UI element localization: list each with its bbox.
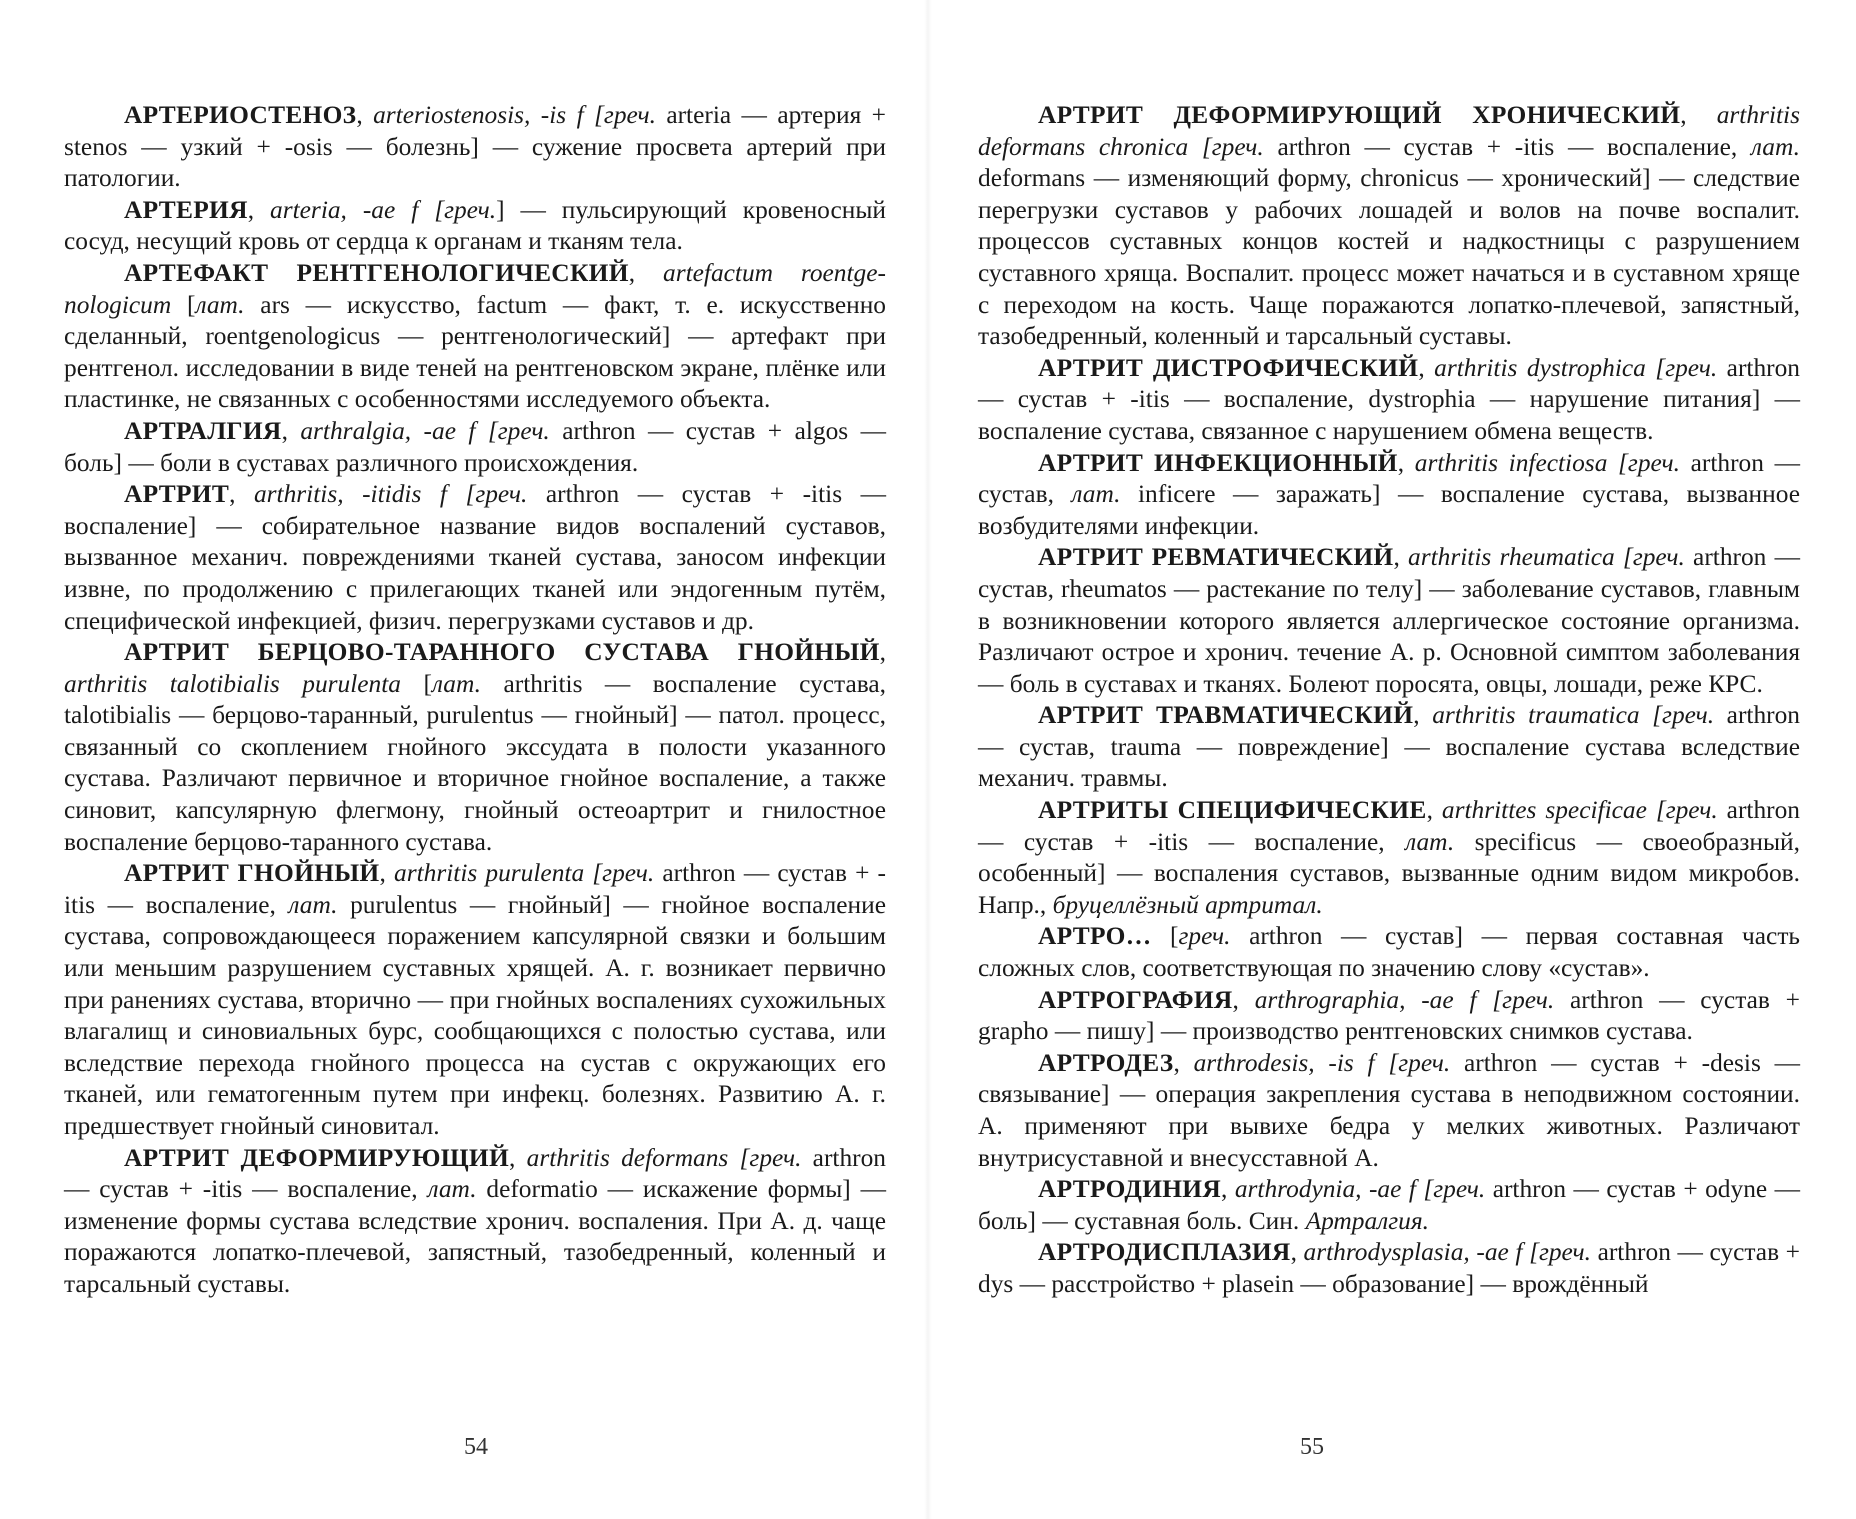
- entry-italic-text: arteriostenosis, -is f [греч.: [373, 101, 656, 129]
- dictionary-entry: [978, 1048, 1800, 1174]
- entry-headword: АРТРИТ ТРАВМАТИЧЕСКИЙ: [1038, 701, 1414, 730]
- entry-headword: АРТЕФАКТ РЕНТГЕНОЛОГИЧЕСКИЙ: [124, 258, 629, 287]
- entry-headword: АРТРИТ БЕРЦОВО-ТАРАННОГО СУСТАВА ГНОЙНЫЙ: [124, 638, 880, 667]
- entry-text: ,: [1426, 796, 1442, 825]
- entry-italic-text: лат.: [1750, 132, 1800, 161]
- entry-headword: АРТРОДИСПЛАЗИЯ: [1038, 1238, 1291, 1267]
- entry-headword: АРТРИТ РЕВМАТИЧЕСКИЙ: [1038, 543, 1394, 572]
- right-page-column: [978, 100, 1800, 1301]
- entry-italic-text: arthritis talotibialis purulenta: [64, 669, 401, 698]
- entry-text: ,: [1418, 353, 1435, 382]
- entry-headword: АРТРИТ ДЕФОРМИРУЮЩИЙ: [124, 1143, 510, 1172]
- dictionary-entry: [64, 479, 886, 637]
- entry-headword: АРТРО…: [1038, 922, 1152, 951]
- entry-italic-text: лат.: [1071, 480, 1121, 509]
- entry-text: arthron — сустав + -itis — воспаление] — собирательное название видов воспалений суставов, вызванное механич. повреждениями тканей сустава, заносом инфекции извне, по продолжению с прилегающих тканей или эндогенным путём, специфической инфекцией, физич. перегрузками суставов и др.: [64, 480, 886, 635]
- entry-text: ,: [1221, 1175, 1235, 1204]
- entry-italic-text: греч.: [1178, 922, 1231, 951]
- entry-italic-text: лат.: [288, 890, 338, 919]
- dictionary-entry: [978, 700, 1800, 795]
- entry-text: [: [171, 290, 196, 319]
- dictionary-entry: [978, 1237, 1800, 1300]
- entry-text: ,: [229, 480, 254, 509]
- entry-text: ,: [509, 1143, 527, 1172]
- entry-text: ,: [379, 859, 394, 888]
- entry-text: arthron — сустав,: [978, 448, 1800, 509]
- entry-italic-text: artefactum roentgenologicum: [64, 258, 886, 319]
- entry-headword: АРТРИТ ГНОЙНЫЙ: [124, 859, 380, 888]
- entry-text: arthron — сустав + -itis — воспаление,: [1263, 132, 1751, 161]
- entry-text: arteria — артерия + stenos — узкий + -osis — болезнь] — сужение просвета артерий при патологии.: [64, 101, 887, 193]
- dictionary-entry: [978, 353, 1800, 448]
- entry-text: arthron — сустав + -itis — воспаление,: [64, 859, 887, 919]
- entry-text: ,: [247, 195, 271, 224]
- entry-text: arthron — сустав, rheumatos — растекание по телу] — заболевание суставов, главным в возникновении которого является аллергическое состояние организма. Различают острое и хронич. течение А. р. Основной симптом заболевания — боль в суставах и тканях. Болеют поросята, овцы, лошади, реже КРС.: [978, 543, 1800, 698]
- dictionary-entry: [64, 100, 886, 195]
- dictionary-entry: [64, 195, 886, 258]
- entry-italic-text: arthralgia, -ae f [греч.: [300, 416, 550, 445]
- entry-text: ,: [1290, 1238, 1304, 1267]
- entry-italic-text: arthritis rheumatica [греч.: [1408, 543, 1685, 572]
- entry-text: [: [400, 669, 432, 698]
- entry-text: [: [1151, 922, 1179, 951]
- entry-text: ,: [628, 258, 663, 287]
- entry-italic-text: arthritis dystrophica [греч.: [1434, 353, 1718, 382]
- entry-italic-text: лат.: [427, 1175, 477, 1204]
- dictionary-entry: [978, 100, 1800, 353]
- entry-headword: АРТРИТЫ СПЕЦИФИЧЕСКИЕ: [1038, 796, 1427, 825]
- entry-italic-text: лат.: [431, 669, 481, 698]
- entry-headword: АРТРИТ: [124, 480, 230, 509]
- entry-italic-text: бруцеллёзный артритал.: [1052, 890, 1323, 919]
- entry-text: specificus — своеобразный, особенный] — воспаления суставов, вызванные одним видом микробов. Напр.,: [978, 827, 1800, 919]
- entry-text: arthron — сустав + -desis — связывание] — операция закрепления сустава в неподвижном состоянии. А. применяют при вывихе бедра у мелких животных. Различают внутрисуставной и внесусставной А.: [978, 1048, 1800, 1172]
- entry-italic-text: arthritis infectiosa [греч.: [1414, 448, 1680, 477]
- entry-headword: АРТРИТ ДЕФОРМИРУЮЩИЙ ХРОНИЧЕСКИЙ: [1038, 101, 1681, 129]
- entry-text: ars — искусство, factum — факт, т. е. искусственно сделанный, roentgenologicus — рентгенологический] — артефакт при рентгенол. исследовании в виде теней на рентгеновском экране, плёнке или пластинке, не связанных с особенностями исследуемого объекта.: [64, 290, 886, 414]
- dictionary-entry: [978, 448, 1800, 543]
- entry-italic-text: arthrodynia, -ae f [греч.: [1234, 1175, 1486, 1204]
- dictionary-entry: [978, 921, 1800, 984]
- dictionary-entry: [64, 1143, 886, 1301]
- entry-text: ,: [1173, 1048, 1194, 1077]
- dictionary-entry: [978, 795, 1800, 921]
- entry-italic-text: arteria, -ae f [греч.: [270, 195, 497, 224]
- entry-text: arthron — сустав] — первая составная часть сложных слов, соответствующая по значению слову «сустав».: [978, 922, 1800, 983]
- entry-italic-text: arthrographia, -ae f [греч.: [1254, 985, 1555, 1014]
- entry-text: ,: [879, 638, 886, 667]
- entry-text: arthron — сустав + odyne — боль] — суставная боль. Син.: [978, 1175, 1800, 1235]
- entry-text: arthron — сустав + algos — боль] — боли в суставах различного происхождения.: [64, 416, 886, 477]
- entry-headword: АРТЕРИОСТЕНОЗ: [124, 101, 357, 129]
- entry-italic-text: arthritis purulenta [греч.: [394, 859, 655, 888]
- page-number-left: 54: [464, 1434, 488, 1460]
- entry-text: arthron — сустав + grapho — пишу] — производство рентгеновских снимков сустава.: [978, 985, 1800, 1046]
- entry-text: arthron — сустав + -itis — воспаление,: [978, 796, 1800, 856]
- entry-italic-text: лат.: [1405, 827, 1455, 856]
- entry-headword: АРТРОГРАФИЯ: [1038, 985, 1233, 1014]
- entry-text: deformans — изменяющий форму, chronicus — хронический] — следствие перегрузки суставов у рабочих лошадей и волов на почве воспалит. процессов суставных концов костей и надкостницы с разрушением суставного хряща. Воспалит. процесс может начаться и в суставном хряще с переходом на кость. Чаще поражаются лопатко-плечевой, запястный, тазобедренный, коленный и тарсальный суставы.: [978, 164, 1800, 351]
- entry-text: arthritis — воспаление сустава, talotibialis — берцово-таранный, purulentus — гнойный] — патол. процесс, связанный со скоплением гнойного экссудата в полости указанного сустава. Различают первичное и вторичное гнойное воспаление, а также синовит, капсулярную флегмону, гнойный остеоартрит и гнилостное воспаление берцово-таранного сустава.: [64, 669, 886, 856]
- dictionary-entry: [978, 985, 1800, 1048]
- entry-text: arthron — сустав + -itis — воспаление, dystrophia — нарушение питания] — воспаление сустава, связанное с нарушением обмена веществ.: [978, 353, 1800, 445]
- entry-text: arthron — сустав, trauma — повреждение] — воспаление сустава вследствие механич. травмы.: [978, 701, 1800, 793]
- entry-text: ,: [1680, 101, 1717, 129]
- dictionary-entry: [64, 416, 886, 479]
- entry-italic-text: arthritis deformans chronica [греч.: [978, 101, 1800, 161]
- entry-italic-text: arthritis deformans [греч.: [526, 1143, 802, 1172]
- entry-text: ,: [1397, 448, 1415, 477]
- left-page-column: [64, 100, 886, 1301]
- entry-headword: АРТРОДЕЗ: [1038, 1048, 1174, 1077]
- dictionary-entry: [64, 637, 886, 858]
- entry-italic-text: arthrodesis, -is f [греч.: [1193, 1048, 1451, 1077]
- page-number-right: 55: [1300, 1434, 1324, 1460]
- entry-text: purulentus — гнойный] — гнойное воспаление сустава, сопровождающееся поражением капсулярной связки и большим или меньшим разрушением суставных хрящей. А. г. возникает первично при ранениях сустава, вторично — при гнойных воспалениях сухожильных влагалищ и синовиальных бурс, сообщающихся с полостью сустава, или вследствие перехода гнойного процесса на сустав с окружающих его тканей, или гематогенным путем при инфекц. болезнях. Развитию А. г. предшествует гнойный синовитал.: [64, 890, 886, 1140]
- dictionary-entry: [64, 258, 886, 416]
- entry-text: arthron — сустав + -itis — воспаление,: [64, 1143, 886, 1204]
- entry-text: ] — пульсирующий кровеносный сосуд, несущий кровь от сердца к органам и тканям тела.: [64, 195, 887, 256]
- entry-italic-text: arthritis, -itidis f [греч.: [253, 480, 528, 509]
- entry-text: ,: [356, 101, 374, 129]
- entry-headword: АРТРАЛГИЯ: [124, 416, 282, 445]
- dictionary-entry: [978, 1174, 1800, 1237]
- entry-text: ,: [1232, 985, 1255, 1014]
- entry-headword: АРТЕРИЯ: [124, 195, 248, 224]
- entry-text: ,: [1393, 543, 1409, 572]
- entry-headword: АРТРИТ ДИСТРОФИЧЕСКИЙ: [1038, 353, 1419, 382]
- entry-italic-text: лат.: [195, 290, 245, 319]
- entry-italic-text: Артралгия.: [1305, 1206, 1429, 1235]
- entry-text: ,: [281, 416, 301, 445]
- right-page: [928, 0, 1856, 1519]
- entry-text: deformatio — искажение формы] — изменение формы сустава вследствие хронич. воспаления. При А. д. чаще поражаются лопатко-плечевой, запястный, тазобедренный, коленный и тарсальный суставы.: [64, 1175, 886, 1298]
- entry-text: ,: [1413, 701, 1433, 730]
- entry-headword: АРТРИТ ИНФЕКЦИОННЫЙ: [1038, 448, 1398, 477]
- entry-italic-text: arthritis traumatica [греч.: [1432, 701, 1715, 730]
- entry-headword: АРТРОДИНИЯ: [1038, 1175, 1221, 1204]
- dictionary-entry: [64, 858, 886, 1142]
- entry-text: inficere — заражать] — воспаление сустава, вызванное возбудителями инфекции.: [978, 480, 1801, 540]
- dictionary-entry: [978, 542, 1800, 700]
- entry-italic-text: arthrodysplasia, -ae f [греч.: [1303, 1238, 1591, 1267]
- entry-italic-text: arthrittes specificae [греч.: [1441, 796, 1718, 825]
- entry-text: arthron — сустав + dys — расстройство + plasein — образование] — врождённый: [978, 1238, 1800, 1298]
